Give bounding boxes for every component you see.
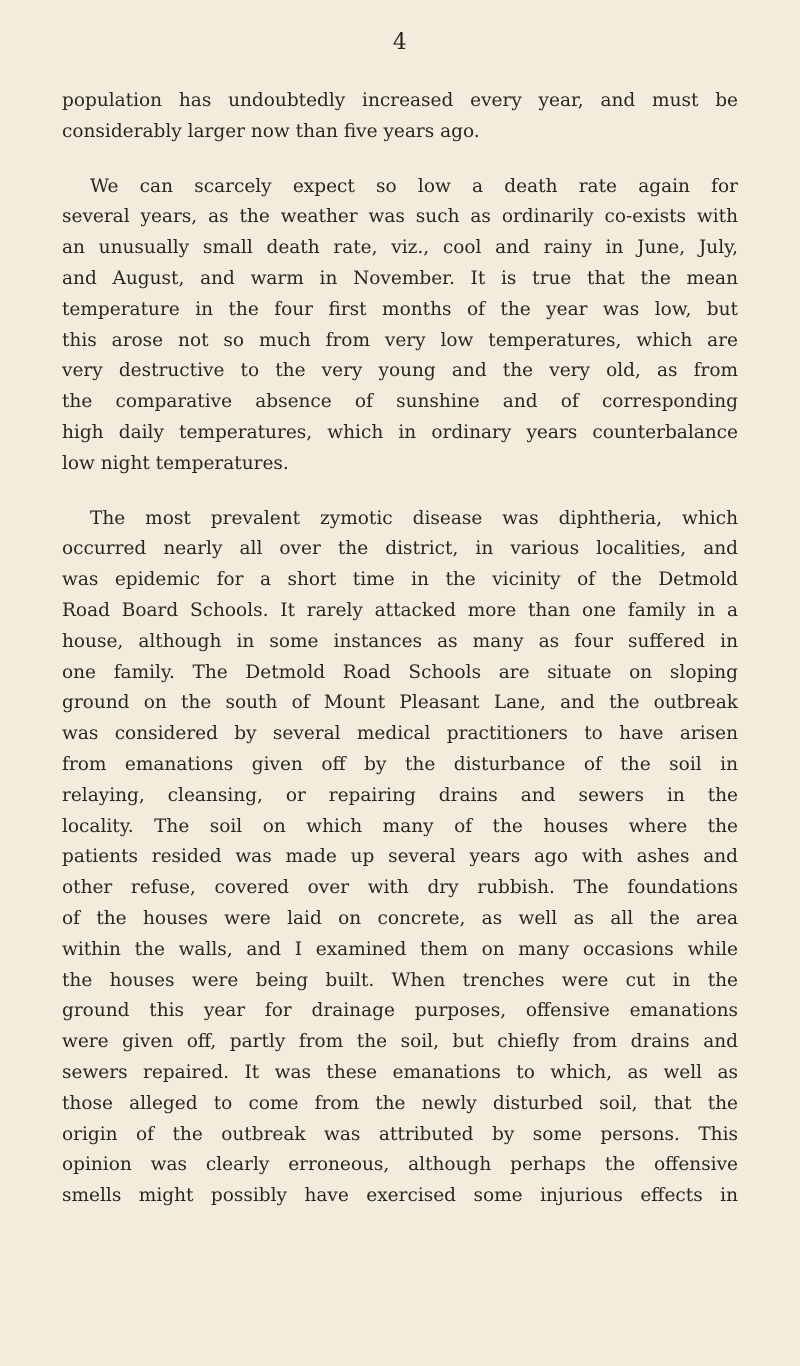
text-line: patients resided was made up several years ago with ashes and (62, 846, 738, 868)
text-line: the comparative absence of sunshine and of corresponding (62, 391, 738, 413)
text-line: locality. The soil on which many of the houses where the (62, 815, 738, 837)
text-line: sewers repaired. It was these emanations to which, as well as (62, 1061, 738, 1083)
text-line: ground this year for drainage purposes, offensive emanations (62, 1000, 738, 1022)
text-line: relaying, cleansing, or repairing drains and sewers in the (62, 784, 738, 806)
text-line: were given off, partly from the soil, but chiefly from drains and (62, 1031, 738, 1053)
text-line: one family. The Detmold Road Schools are situate on sloping (62, 661, 738, 683)
paragraph (62, 86, 738, 148)
page-number: 4 (392, 30, 408, 55)
text-line: house, although in some instances as many as four suffered in (62, 630, 738, 652)
text-line: within the walls, and I examined them on many occasions while (62, 938, 738, 960)
body-text (62, 86, 738, 1236)
text-line: considerably larger now than five years ago. (62, 120, 480, 142)
text-line: We can scarcely expect so low a death rate again for (90, 175, 738, 197)
paragraph (62, 172, 738, 480)
text-line: population has undoubtedly increased every year, and must be (62, 90, 738, 111)
text-line: and August, and warm in November. It is true that the mean (62, 267, 738, 289)
text-line: high daily temperatures, which in ordinary years counterbalance (62, 421, 738, 443)
text-line: smells might possibly have exercised some injurious effects in (62, 1185, 738, 1207)
text-line: an unusually small death rate, viz., cool and rainy in June, July, (62, 237, 738, 259)
paragraph (62, 504, 738, 1212)
text-line: low night temperatures. (62, 452, 289, 474)
text-line: The most prevalent zymotic disease was diphtheria, which (90, 507, 738, 529)
text-line: was considered by several medical practitioners to have arisen (62, 723, 738, 745)
text-line: those alleged to come from the newly disturbed soil, that the (62, 1092, 738, 1114)
text-line: temperature in the four first months of the year was low, but (62, 298, 738, 320)
text-line: the houses were being built. When trenches were cut in the (62, 969, 738, 991)
text-line: from emanations given off by the disturbance of the soil in (62, 753, 738, 775)
text-line: of the houses were laid on concrete, as well as all the area (62, 907, 738, 929)
text-line: this arose not so much from very low temperatures, which are (62, 329, 738, 351)
text-line: other refuse, covered over with dry rubbish. The foundations (62, 877, 738, 899)
text-line: occurred nearly all over the district, in various localities, and (62, 538, 738, 560)
text-line: origin of the outbreak was attributed by some persons. This (62, 1123, 738, 1145)
text-line: several years, as the weather was such as ordinarily co-exists with (62, 206, 738, 228)
text-line: was epidemic for a short time in the vicinity of the Detmold (62, 569, 738, 591)
text-line: ground on the south of Mount Pleasant Lane, and the outbreak (62, 692, 738, 714)
text-line: Road Board Schools. It rarely attacked more than one family in a (62, 599, 738, 621)
text-line: opinion was clearly erroneous, although perhaps the offensive (62, 1154, 738, 1176)
text-line: very destructive to the very young and the very old, as from (62, 360, 738, 382)
